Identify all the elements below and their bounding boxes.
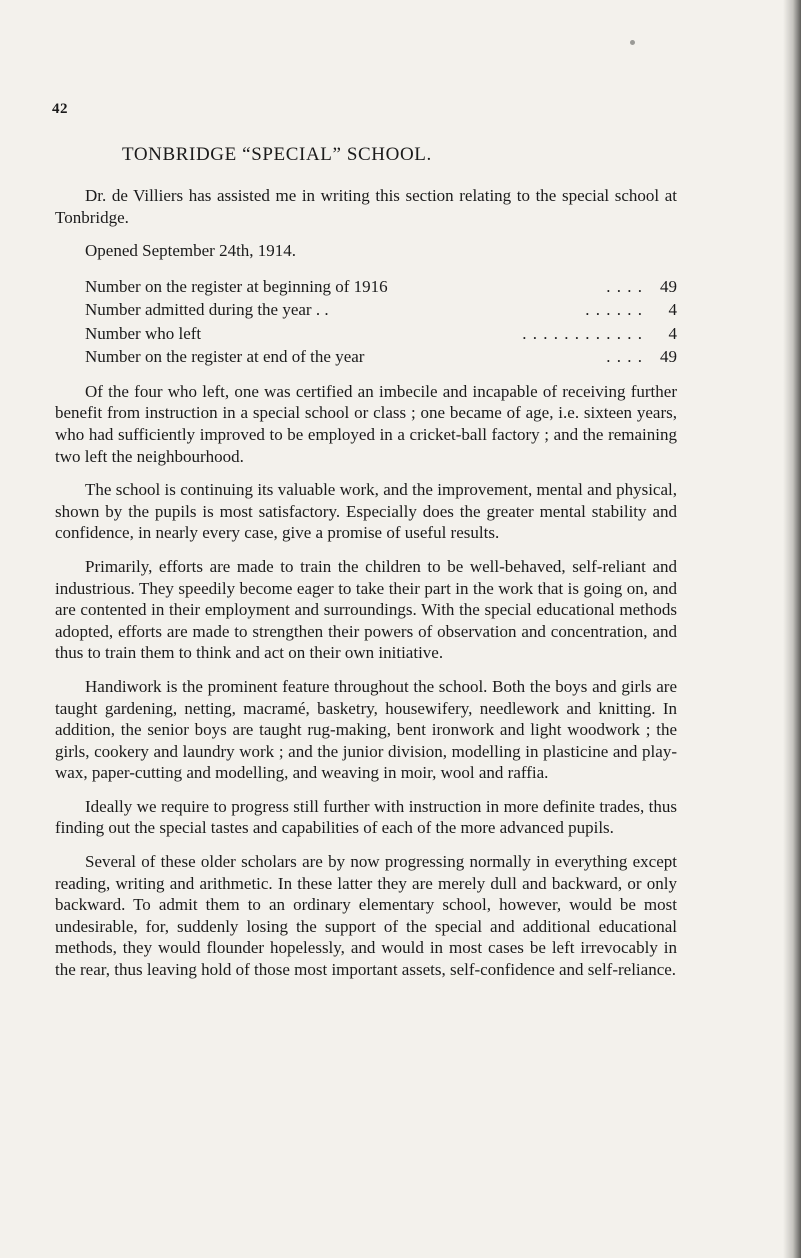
stat-value: 49 [660,347,677,367]
stat-row [85,345,677,369]
stat-value: 4 [668,323,677,343]
stat-row [85,322,677,346]
stat-label: Number on the register at end of the year [85,347,365,367]
stat-leader-dots: . . . . . . . . . . . . [522,323,643,343]
stat-label: Number who left [85,323,202,343]
stat-label: Number admitted during the year . . [85,300,329,320]
page-edge-shadow [783,0,801,1258]
body-paragraph: Several of these older scholars are by now progressing normally in everything except reading, writing and arithmetic. In these latter they are merely dull and backward, or only backward. To admit them to an ordinary elementary school, however, would be most undesirable, for, suddenly losing the support of the special and additional educational methods, they would flounder hopelessly, and would in most cases be left irrevocably in the rear, thus leaving hold of those most important assets, self-confidence and self-reliance. [55,852,677,980]
body-paragraph: The school is continuing its valuable work, and the improvement, mental and physical, shown by the pupils is most satisfactory. Especially does the greater mental stability and confidence, in nearly every case, give a promise of useful results. [55,480,677,543]
page-number: 42 [52,101,68,117]
stat-leader-dots: . . . . [606,347,643,367]
opened-date: Opened September 24th, 1914. [85,241,297,261]
body-paragraph: Of the four who left, one was certified an imbecile and incapable of receiving further benefit from instruction in a special school or class ; one became of age, i.e. sixteen years, who had sufficiently improved to be employed in a cricket-ball factory ; and the remaining two left the neighbourhood. [55,381,677,466]
stat-row [85,298,677,322]
stat-value: 4 [668,300,677,320]
intro-paragraph: Dr. de Villiers has assisted me in writing this section relating to the special school at Tonbridge. [55,186,677,227]
register-statistics [55,275,677,369]
stat-leader-dots: . . . . . . [585,300,643,320]
body-paragraph: Ideally we require to progress still further with instruction in more definite trades, thus finding out the special tastes and capabilities of each of the more advanced pupils. [55,796,677,838]
stat-label: Number on the register at beginning of 1916 [85,276,388,296]
scan-speck [630,40,635,45]
stat-value: 49 [660,276,677,296]
stat-row [85,275,677,299]
body-paragraph: Primarily, efforts are made to train the children to be well-behaved, self-reliant and industrious. They speedily become eager to take their part in the work that is going on, and are contented in their employment and surroundings. With the special educational methods adopted, efforts are made to strengthen their powers of observation and concentration, and thus to train them to think and act on their own initiative. [55,556,677,663]
page-title: TONBRIDGE “SPECIAL” SCHOOL. [122,144,432,165]
body-paragraph: Handiwork is the prominent feature throughout the school. Both the boys and girls are taught gardening, netting, macramé, basketry, housewifery, needlework and knitting. In addition, the senior boys are taught rug-making, bent ironwork and light woodwork ; the girls, cookery and laundry work ; and the junior division, modelling in plasticine and play-wax, paper-cutting and modelling, and weaving in moir, wool and raffia. [55,676,677,783]
stat-leader-dots: . . . . [606,276,643,296]
document-body [55,185,677,993]
